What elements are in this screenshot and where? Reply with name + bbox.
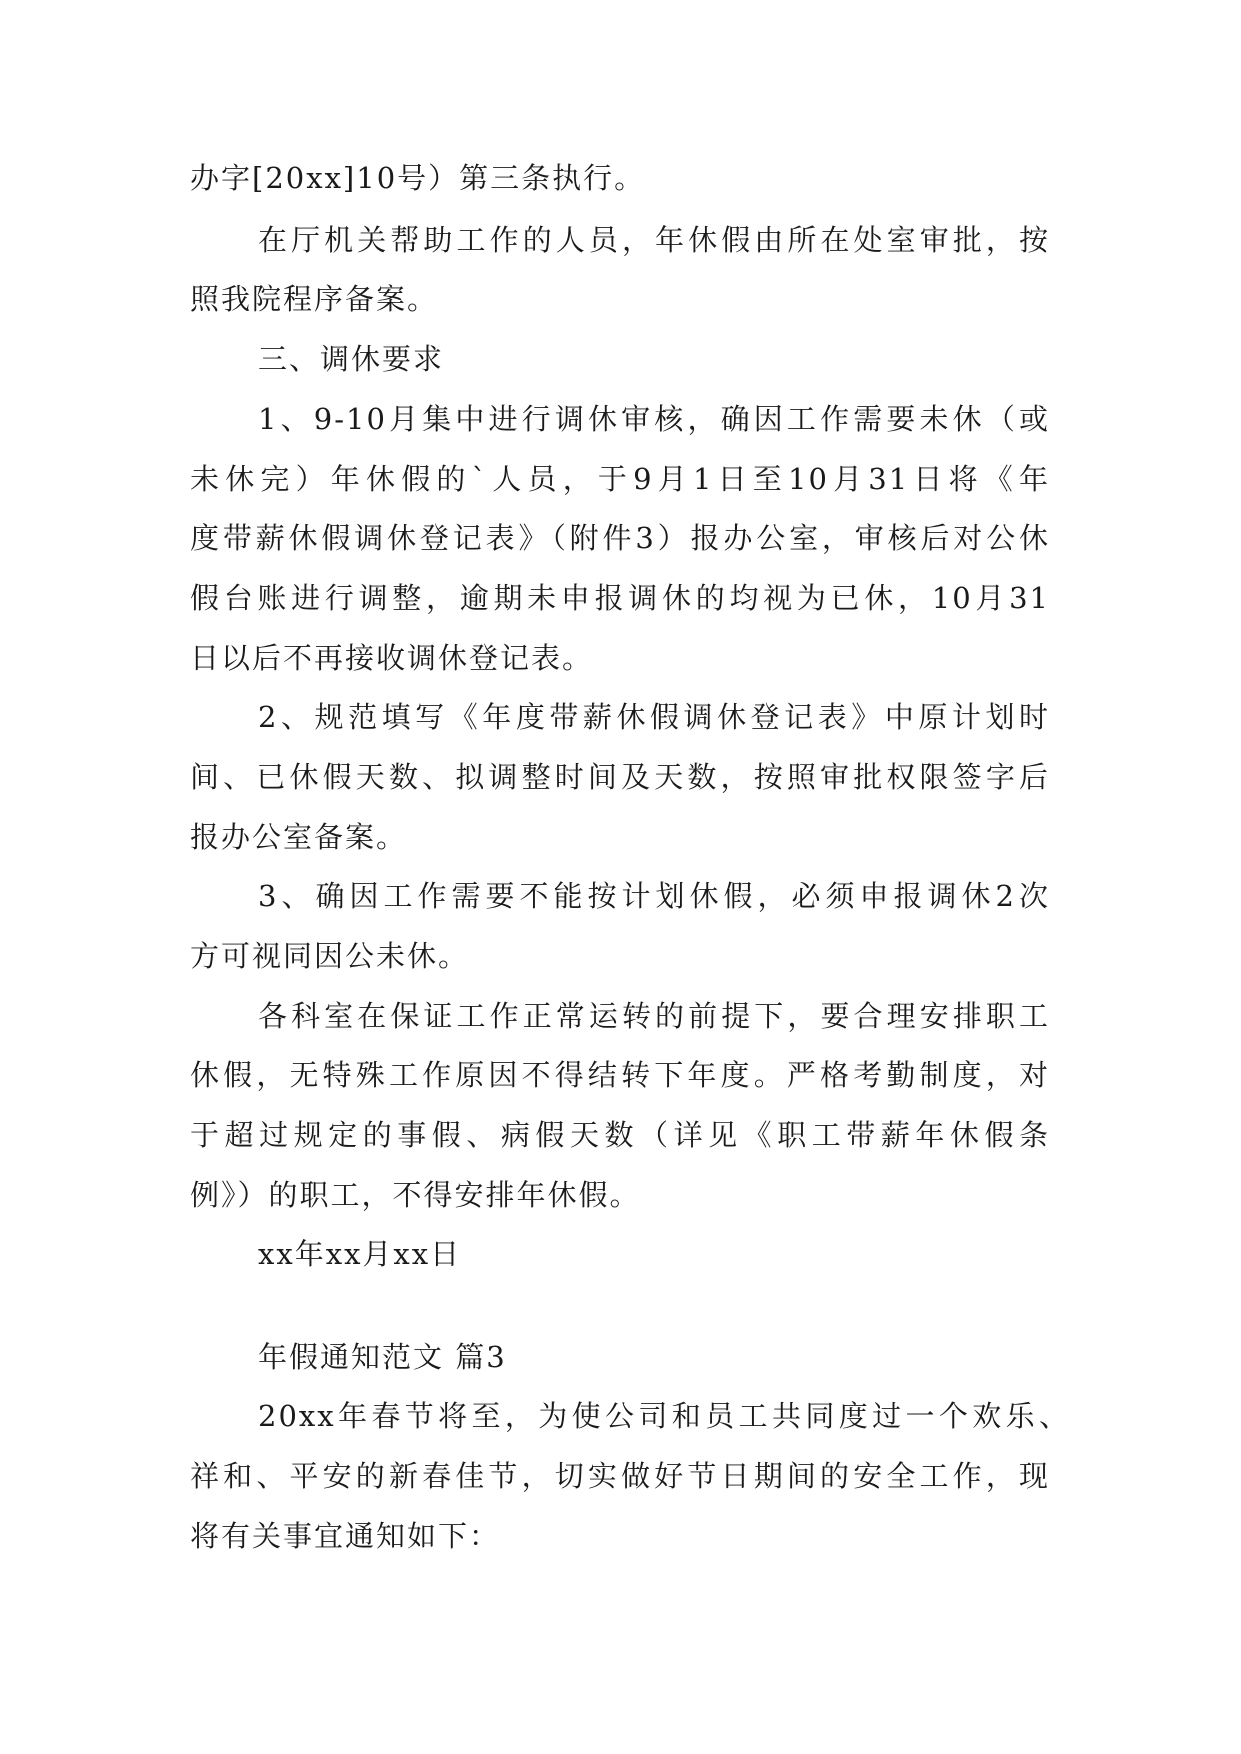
- section-title: 年假通知范文 篇3: [258, 1340, 507, 1374]
- date-line: xx年xx月xx日: [258, 1237, 462, 1271]
- paragraph-line: 3、确因工作需要不能按计划休假，必须申报调休2次: [258, 879, 1050, 913]
- paragraph-line: 各科室在保证工作正常运转的前提下，要合理安排职工: [258, 999, 1050, 1033]
- paragraph-line: 办字[20xx]10号）第三条执行。: [190, 161, 646, 195]
- paragraph-line: 未休完）年休假的`人员，于9月1日至10月31日将《年: [190, 462, 1050, 496]
- paragraph-line: 1、9-10月集中进行调休审核，确因工作需要未休（或: [258, 402, 1050, 436]
- paragraph-line: 假台账进行调整，逾期未申报调休的均视为已休，10月31: [190, 581, 1050, 615]
- paragraph-line: 照我院程序备案。: [190, 282, 439, 316]
- paragraph-line: 祥和、平安的新春佳节，切实做好节日期间的安全工作，现: [190, 1459, 1050, 1493]
- paragraph-line: 2、规范填写《年度带薪休假调休登记表》中原计划时: [258, 700, 1050, 734]
- paragraph-line: 将有关事宜通知如下：: [190, 1519, 501, 1553]
- paragraph-line: 日以后不再接收调休登记表。: [190, 641, 594, 675]
- paragraph-line: 间、已休假天数、拟调整时间及天数，按照审批权限签字后: [190, 760, 1050, 794]
- paragraph-line: 方可视同因公未休。: [190, 939, 470, 973]
- paragraph-line: 度带薪休假调休登记表》（附件3）报办公室，审核后对公休: [190, 521, 1050, 555]
- paragraph-line: 休假，无特殊工作原因不得结转下年度。严格考勤制度，对: [190, 1058, 1050, 1092]
- paragraph-line: 报办公室备案。: [190, 820, 408, 854]
- paragraph-line: 例》）的职工，不得安排年休假。: [190, 1178, 641, 1212]
- paragraph-line: 于超过规定的事假、病假天数（详见《职工带薪年休假条: [190, 1118, 1050, 1152]
- paragraph-line: 20xx年春节将至，为使公司和员工共同度过一个欢乐、: [258, 1399, 1070, 1433]
- paragraph-line: 在厅机关帮助工作的人员，年休假由所在处室审批，按: [258, 223, 1050, 257]
- section-heading: 三、调休要求: [258, 342, 445, 376]
